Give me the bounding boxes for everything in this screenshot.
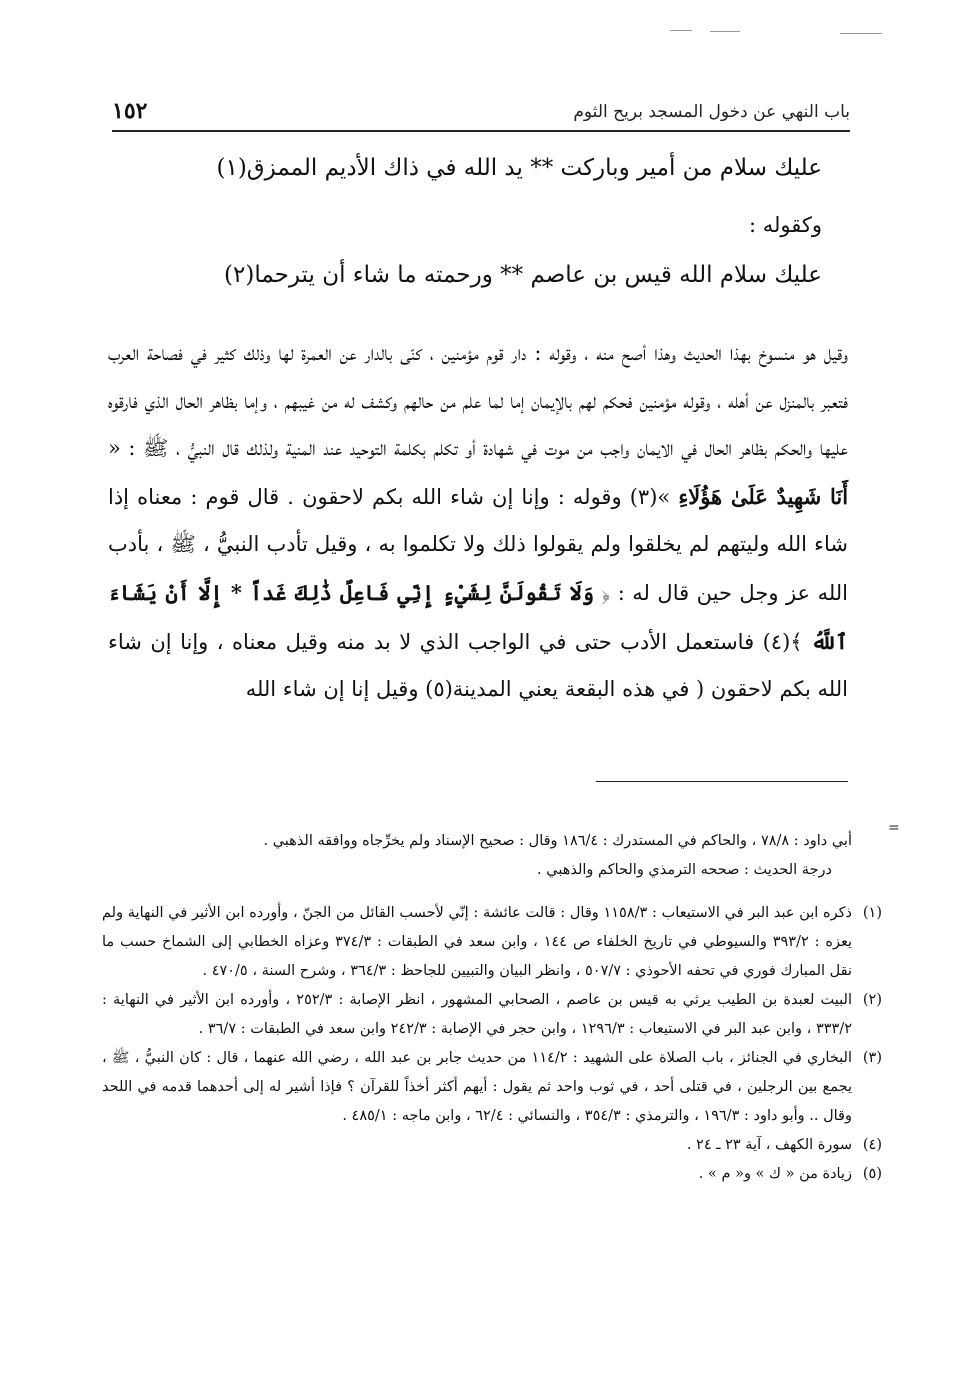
page-number: ١٥٢ (112, 98, 148, 124)
footnote-1 (102, 899, 882, 986)
footnote-number: (٢) (862, 992, 882, 1008)
footnote-text: ذكره ابن عبد البر في الاستيعاب : ١١٥٨/٣ وقال : قالت عائشة : إنّي لأحسب القائل من الجنّ ، وأورده ابن الأثير في النهاية ولم يعزه : ٣٩٣/٢ والسيوطي في تاريخ الخلفاء ص ١٤٤ ، وابن سعد في الطبقات : ٣٧٤/٣ وعزاه الخطابي إلى الشماخ حسب ما نقل المبارك فوري في تحفه الأحوذي : ٥٠٧/٧ ، وانظر البيان والتبيين للجاحظ : ٣٦٤/٣ ، وشرح السنة ، ٤٧٠/٥ . (102, 905, 853, 979)
footnote-text: البيت لعبدة بن الطيب يرثي به قيس بن عاصم ، الصحابي المشهور ، انظر الإصابة : ٢٥٢/٣ ، وأورده ابن الأثير في النهاية : ٣٣٣/٢ ، وابن عبد البر في الاستيعاب : ١٢٩٦/٣ ، وابن حجر في الإصابة : ٢٤٢/٣ وابن سعد في الطبقات : ٣٦/٧ . (102, 992, 852, 1037)
quran-verse-quote: وَلَا تَقُولَنَّ لِشَيْءٍ إِنِّي فَاعِلٌ ذَٰلِكَ غَداً * إِلَّا أَنْ يَشَاءَ ٱللَّهُ (108, 579, 848, 654)
footnote-number: (١) (862, 905, 882, 921)
verse-intro-text: وكقوله : (748, 213, 822, 237)
hadith-quote: أَنَا شَهِيدٌ عَلَىٰ هَؤُلَاءِ (678, 483, 849, 509)
footnote-4 (102, 1131, 882, 1160)
footnote-text: زيادة من « ك » و« م » . (698, 1166, 852, 1182)
scan-artifact-marks (670, 30, 890, 36)
footnote-continuation-line-2: درجة الحديث : صححه الترمذي والحاكم والذهبي . (537, 861, 832, 878)
poetry-verse-2: عليك سلام الله قيس بن عاصم ** ورحمته ما شاء أن يترحما(٢) (224, 262, 822, 288)
footnote-number: (٥) (862, 1166, 882, 1182)
footnote-2 (102, 986, 882, 1044)
running-title: باب النهي عن دخول المسجد بريح الثوم (573, 102, 850, 122)
footnote-continuation-mark: = (888, 820, 900, 836)
footnote-3 (102, 1044, 882, 1131)
footnote-5 (102, 1160, 882, 1189)
footnote-separator (596, 781, 848, 782)
footnote-text: سورة الكهف ، آية ٢٣ ـ ٢٤ . (686, 1137, 852, 1153)
footnotes-section (102, 812, 882, 1189)
footnote-continuation-line-1: أبي داود : ٧٨/٨ ، والحاكم في المستدرك : ١٨٦/٤ وقال : صحيح الإسناد ولم يخرِّجاه ووافقه الذهبي . (263, 832, 852, 849)
footnote-text: البخاري في الجنائز ، باب الصلاة على الشهيد : ١١٤/٢ من حديث جابر بن عبد الله ، رضي الله عنهما ، قال : كان النبيُّ ، ﷺ ، يجمع بين الرجلين ، في قتلى أحد ، في ثوب واحد ثم يقول : أيهم أكثر أخذاً للقرآن ؟ فإذا أشير له إلى أحدهما قدمه في اللحد وقال .. وأبو داود : ١٩٦/٣ ، والترمذي : ٣٥٤/٣ ، والنسائي : ٦٢/٤ ، وابن ماجه : ٤٨٥/١ . (102, 1050, 852, 1124)
body-text-part-3: ﴾(٤) فاستعمل الأدب حتى في الواجب الذي لا بد منه وقيل معناه ، وإنا إن شاء الله بكم لاحقون ( في هذه البقعة يعني المدينة(٥) وقيل إنا إن شاء الله (108, 629, 848, 702)
main-body-paragraph (108, 330, 848, 714)
page-header (112, 96, 850, 132)
body-text-part-2: »(٣) وقوله : وإنا إن شاء الله بكم لاحقون . قال قوم : معناه إذا شاء الله وليتهم لم يخلقوا ولم يقولوا ذلك ولا تكلموا به ، وقيل تأدب النبيُّ ، ﷺ ، بأدب الله عز وجل حين قال له : ﴿ (108, 484, 849, 605)
footnote-number: (٣) (862, 1050, 882, 1066)
footnote-continuation (102, 827, 882, 885)
footnote-number: (٤) (862, 1137, 882, 1153)
body-text-part-1: وقيل هو منسوخ بهذا الحديث وهذا أصح منه ، وقوله : دار قوم مؤمنين ، كنّى بالدار عن العمرة لها وذلك كثير في فصاحة العرب فتعبر بالمنزل عن أهله ، وقوله مؤمنين فحكم لهم بالإيمان إما لما علم من حالهم وكشف له من غيبهم ، وإما بظاهر الحال الذي فارقوه عليها والحكم بظاهر الحال في الايمان واجب من موت في شهادة أو تكلم بكلمة التوحيد عند المنية ولذلك قال النبيُّ ، ﷺ : « (108, 341, 848, 461)
poetry-verse-1: عليك سلام من أمير وباركت ** يد الله في ذاك الأديم الممزق(١) (216, 155, 822, 181)
